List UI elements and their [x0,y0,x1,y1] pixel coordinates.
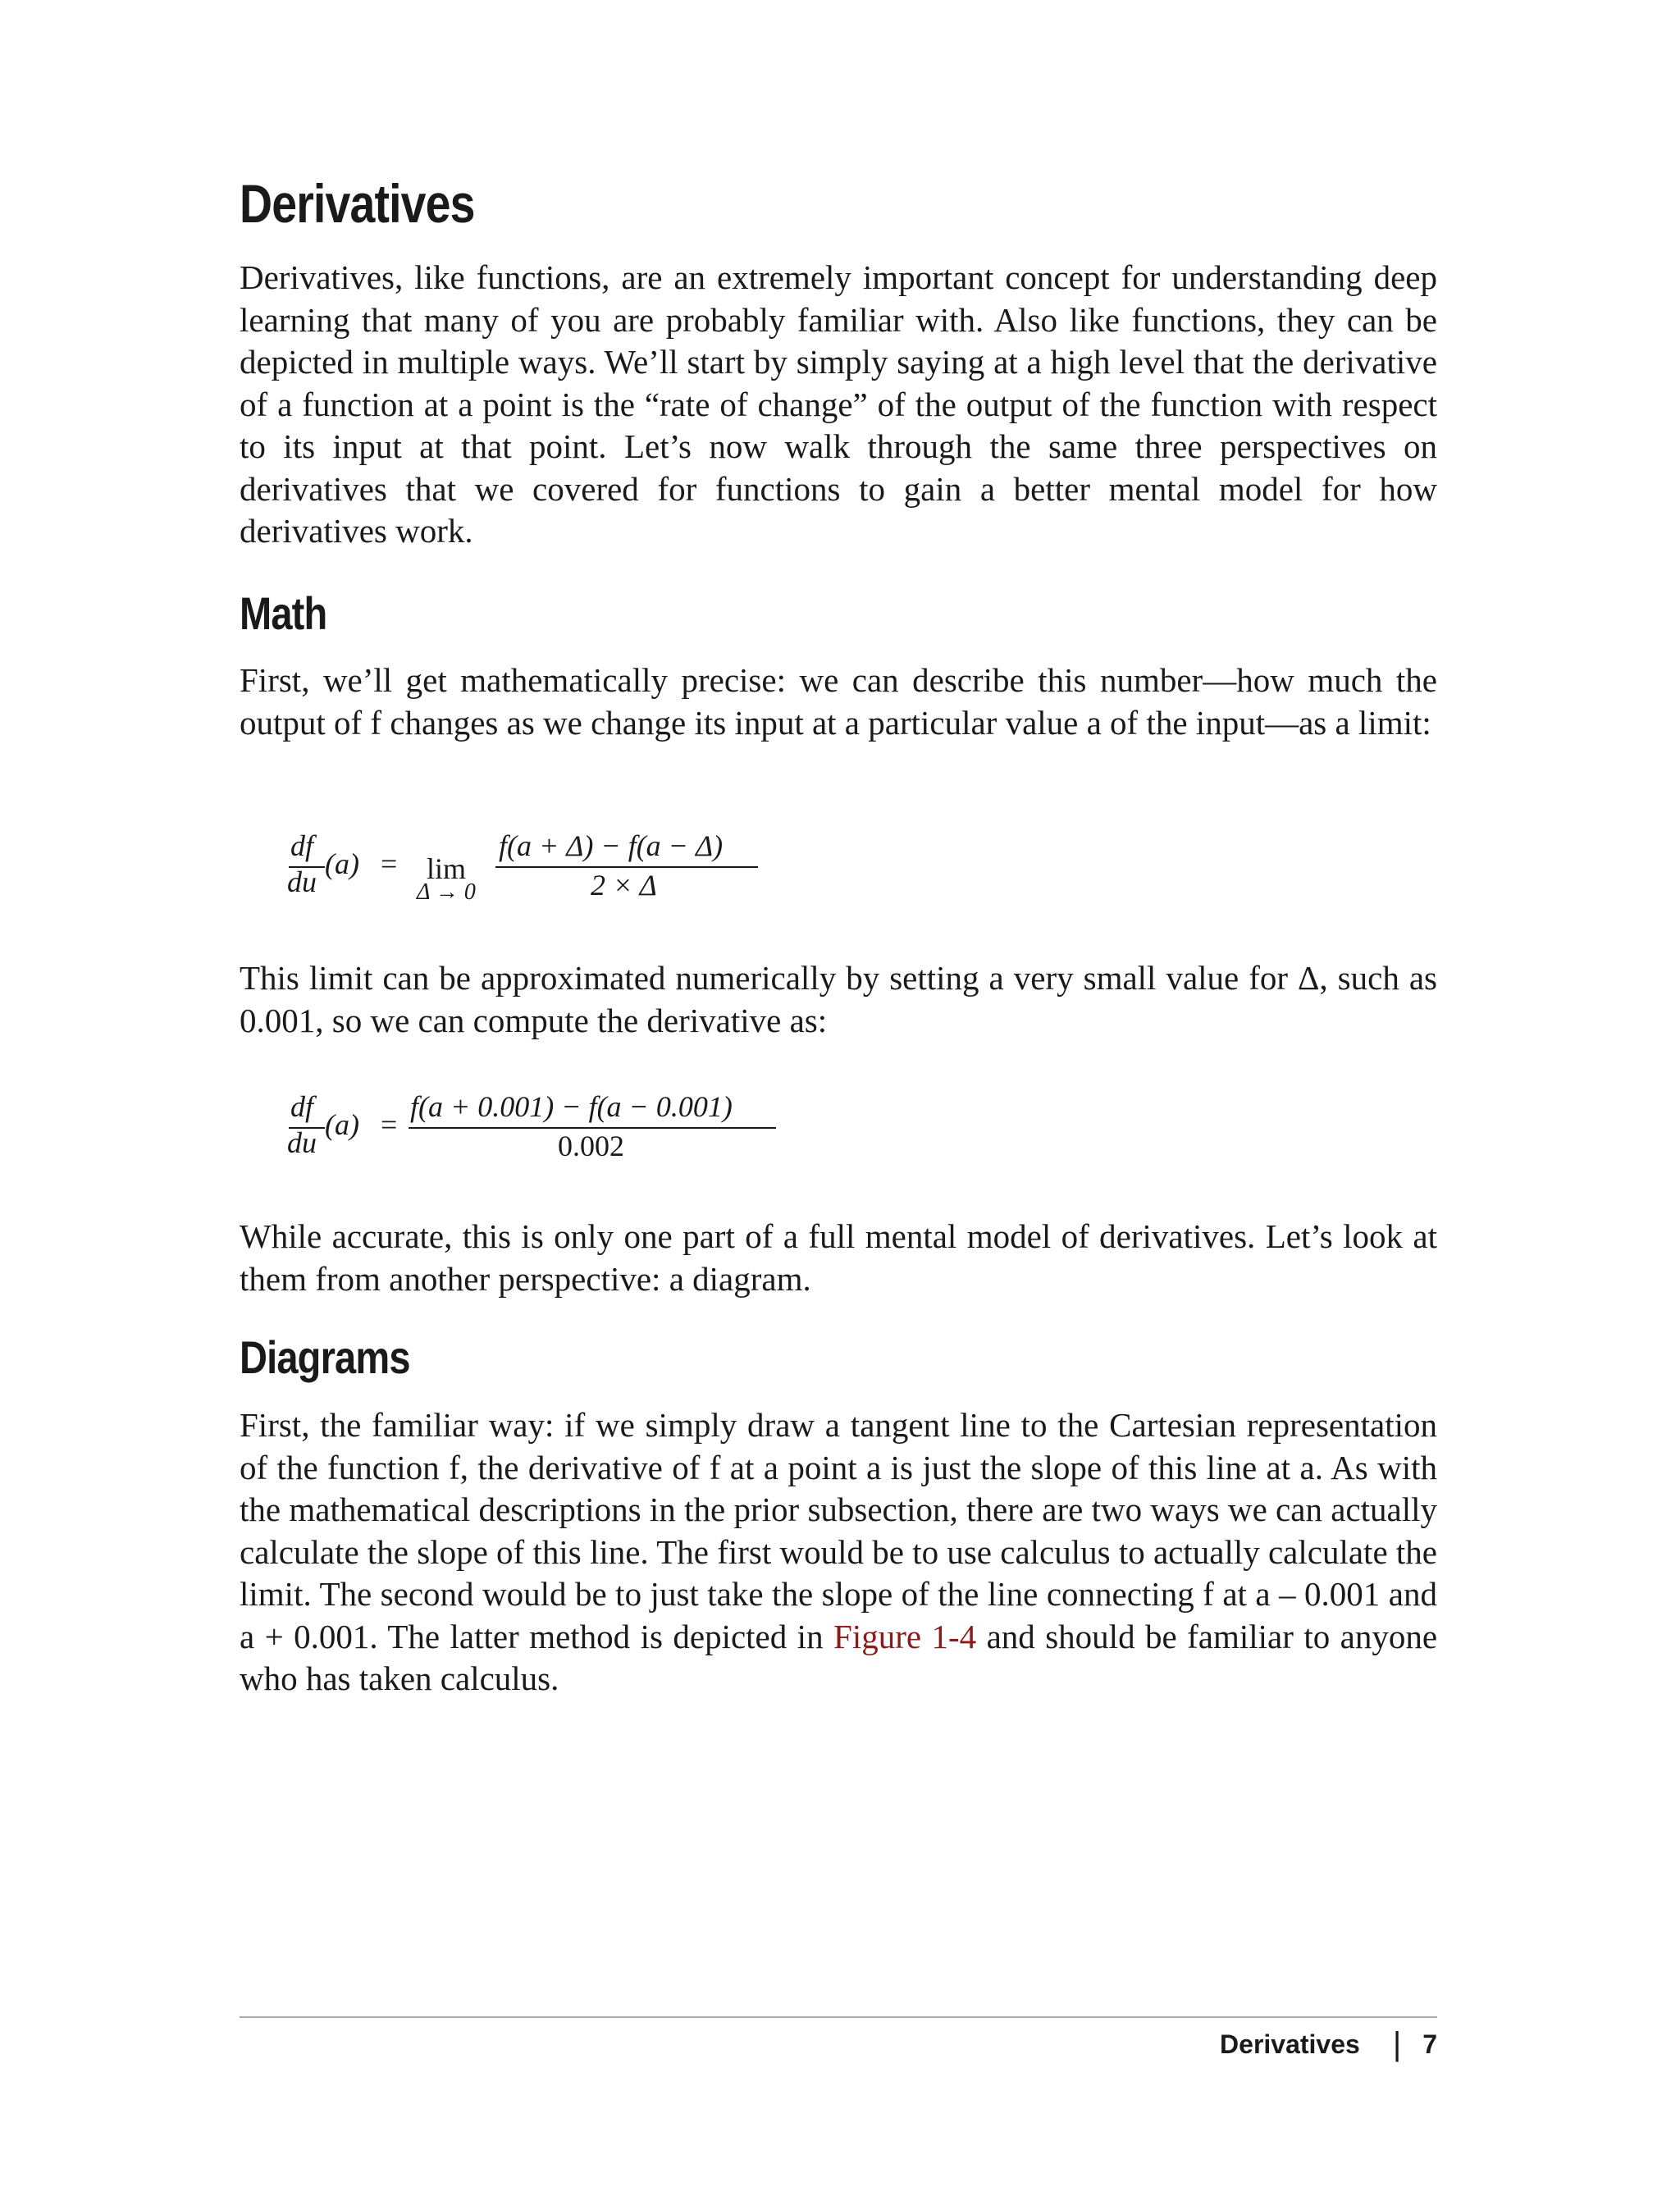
page-footer [1220,2026,1437,2063]
eq1-numerator: f(a + Δ) − f(a − Δ) [499,829,724,862]
figure-link[interactable]: Figure 1-4 [833,1617,977,1655]
eq2-du: du [287,1126,317,1159]
eq1-lhs-arg: (a) [325,847,359,880]
equation-numeric [240,1089,1060,1171]
eq1-lim-sub: Δ → 0 [417,879,476,905]
footer-divider [240,2016,1437,2018]
eq2-denominator: 0.002 [558,1130,624,1162]
eq1-lim: lim [427,852,467,885]
eq2-equals: = [381,1108,398,1141]
diagrams-paragraph [240,1404,1437,1701]
math-paragraph-1: First, we’ll get mathematically precise: we can describe this number—how much the output of f changes as we change its input at a particular value a of the input—as a limit: [240,661,1437,742]
section-heading-math: Math [240,587,327,639]
diagrams-text-tail: and should be familiar to anyone who has taken calculus. [240,1617,1438,1697]
page-title: Derivatives [240,173,475,234]
eq1-df: df [290,829,314,862]
equation-limit [240,829,1060,919]
footer-section-title: Derivatives [1220,2029,1360,2059]
eq1-du: du [287,865,317,898]
eq2-numerator: f(a + 0.001) − f(a − 0.001) [410,1090,733,1123]
eq1-denominator: 2 × Δ [591,869,657,902]
footer-separator: | [1392,2026,1402,2062]
eq2-lhs-arg: (a) [325,1108,359,1141]
math-paragraph-2: This limit can be approximated numerically by setting a very small value for Δ, such as 0.001, so we can compute the derivative as: [240,959,1437,1039]
eq2-df: df [290,1090,314,1123]
eq1-equals: = [381,847,398,880]
math-paragraph-3: While accurate, this is only one part of a full mental model of derivatives. Let’s look at them from another perspective: a diagram. [240,1217,1437,1298]
page-number: 7 [1422,2029,1437,2059]
diagrams-text: First, the familiar way: if we simply draw a tangent line to the Cartesian representation of the function f, the derivative of f at a point a is just the slope of this line at a. As with the mathematical descriptions in the prior subsection, there are two ways we can actually calculate the slope of this line. The first would be to use calculus to actually calculate the limit. The second would be to just take the slope of the line connecting f at a – 0.001 and a + 0.001. The latter method is depicted in [240,1406,1437,1655]
intro-paragraph: Derivatives, like functions, are an extremely important concept for understanding deep learning that many of you are probably familiar with. Also like functions, they can be depicted in multiple ways. We’ll start by simply saying at a high level that the derivative of a function at a point is the “rate of change” of the output of the function with respect to its input at that point. Let’s now walk through the same three perspectives on derivatives that we covered for functions to gain a better mental model for how derivatives work. [240,258,1437,550]
section-heading-diagrams: Diagrams [240,1331,410,1383]
